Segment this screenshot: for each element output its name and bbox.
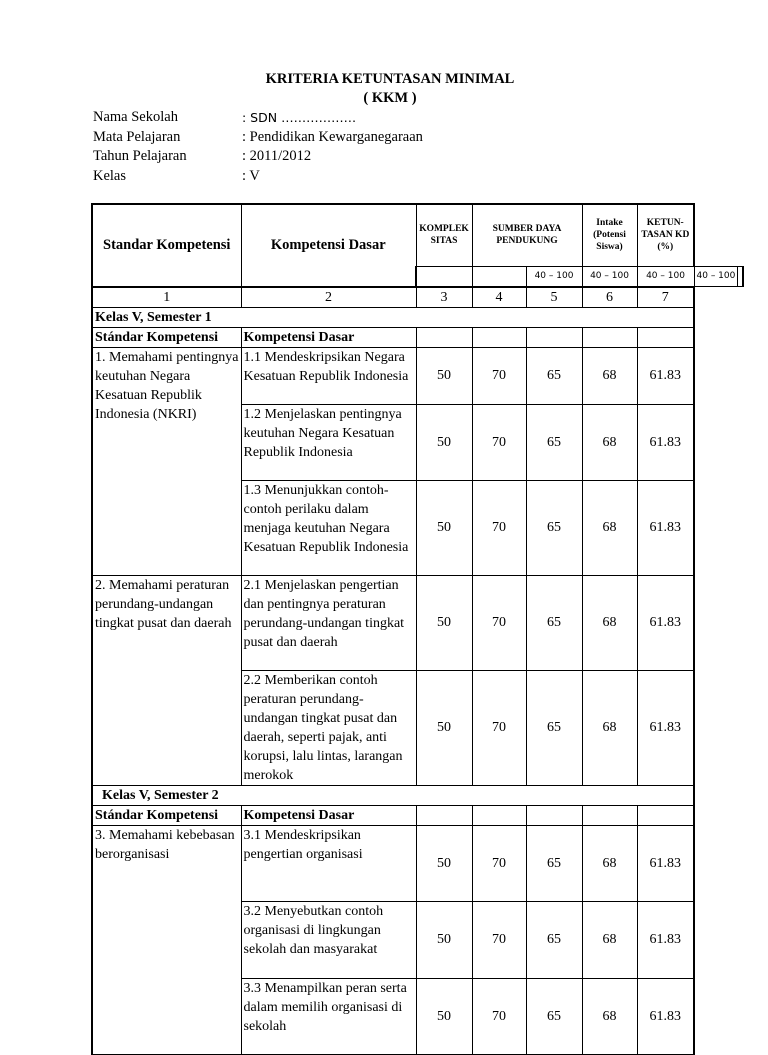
val-ketuntasan: 61.83 [637,480,694,575]
val-intake: 68 [582,901,637,978]
kd-text: 2.1 Menjelaskan pengertian dan pentingnya peraturan perundang-undangan tingkat pusat dan daerah [241,575,416,670]
info-value: : 2011/2012 [242,148,312,164]
info-label: Mata Pelajaran [93,128,181,145]
val-ketuntasan: 61.83 [637,404,694,480]
val-ketuntasan: 61.83 [637,670,694,785]
val-sarana: 65 [526,978,582,1054]
val-kompleksitas: 50 [416,978,472,1054]
info-row-class [93,167,423,187]
val-pendidik: 70 [472,480,526,575]
header-standar-kompetensi: Standar Kompetensi [92,204,241,287]
header-sumber-daya: SUMBER DAYA PENDUKUNG [472,204,582,266]
empty-cell [416,805,472,825]
sk-label: Stándar Kompetensi [92,805,241,825]
col-number: 5 [526,287,582,308]
empty-cell [637,327,694,347]
val-ketuntasan: 61.83 [637,825,694,901]
header-kompleksitas: KOMPLEK SITAS [416,204,472,266]
val-intake: 68 [582,347,637,404]
kd-label: Kompetensi Dasar [241,327,416,347]
col-number: 2 [241,287,416,308]
val-ketuntasan: 61.83 [637,901,694,978]
val-sarana: 65 [526,575,582,670]
sk-label: Stándar Kompetensi [92,327,241,347]
document-subtitle: ( KKM ) [363,90,417,106]
header-intake: Intake (Potensi Siswa) [582,204,637,266]
val-kompleksitas: 50 [416,404,472,480]
kd-label: Kompetensi Dasar [241,805,416,825]
empty-cell [582,327,637,347]
info-row-subject [93,128,423,148]
empty-cell [637,805,694,825]
val-intake: 68 [582,670,637,785]
col-number: 1 [92,287,241,308]
school-info [93,108,423,186]
val-pendidik: 70 [472,901,526,978]
range-blank [738,266,744,287]
val-kompleksitas: 50 [416,480,472,575]
sk-3: 3. Memahami kebebasan berorganisasi [92,825,241,1054]
val-intake: 68 [582,575,637,670]
val-kompleksitas: 50 [416,347,472,404]
info-value: : Pendidikan Kewarganegaraan [242,128,423,145]
val-ketuntasan: 61.83 [637,575,694,670]
header-blank [416,266,472,287]
info-row-year [93,147,423,167]
val-pendidik: 70 [472,404,526,480]
col-number: 6 [582,287,637,308]
header-blank [472,266,526,287]
kd-text: 2.2 Memberikan contoh peraturan perundang-undangan tingkat pusat dan daerah, seperti pajak, anti korupsi, lalu lintas, larangan merokok [241,670,416,785]
info-label: Kelas [93,167,127,184]
info-label: Tahun Pelajaran [93,148,187,164]
val-sarana: 65 [526,825,582,901]
val-intake: 68 [582,825,637,901]
semester-2-heading: Kelas V, Semester 2 [92,785,694,805]
kd-text: 3.2 Menyebutkan contoh organisasi di lingkungan sekolah dan masyarakat [241,901,416,978]
range-sarana: 40 – 100 [637,266,694,287]
val-ketuntasan: 61.83 [637,978,694,1054]
val-kompleksitas: 50 [416,575,472,670]
info-label: Nama Sekolah [93,109,178,125]
val-intake: 68 [582,480,637,575]
empty-cell [582,805,637,825]
empty-cell [526,327,582,347]
info-row-school [93,108,423,128]
val-intake: 68 [582,978,637,1054]
empty-cell [526,805,582,825]
val-sarana: 65 [526,404,582,480]
val-kompleksitas: 50 [416,670,472,785]
col-number: 7 [637,287,694,308]
document-title: KRITERIA KETUNTASAN MINIMAL [265,71,515,87]
val-pendidik: 70 [472,670,526,785]
col-number: 3 [416,287,472,308]
kd-text: 1.2 Menjelaskan pentingnya keutuhan Negara Kesatuan Republik Indonesia [241,404,416,480]
val-pendidik: 70 [472,347,526,404]
info-value: : V [242,167,260,184]
range-intake: 40 – 100 [694,266,738,287]
kd-text: 1.1 Mendeskripsikan Negara Kesatuan Republik Indonesia [241,347,416,404]
sk-1: 1. Memahami pentingnya keutuhan Negara Kesatuan Republik Indonesia (NKRI) [92,347,241,575]
range-kompleksitas: 40 – 100 [526,266,582,287]
kd-text: 3.1 Mendeskripsikan pengertian organisasi [241,825,416,901]
val-intake: 68 [582,404,637,480]
val-pendidik: 70 [472,825,526,901]
semester-1-heading: Kelas V, Semester 1 [92,307,694,327]
kd-text: 1.3 Menunjukkan contoh-contoh perilaku dalam menjaga keutuhan Negara Kesatuan Republik Indonesia [241,480,416,575]
col-number: 4 [472,287,526,308]
sk-2: 2. Memahami peraturan perundang-undangan tingkat pusat dan daerah [92,575,241,785]
empty-cell [416,327,472,347]
val-kompleksitas: 50 [416,901,472,978]
val-sarana: 65 [526,347,582,404]
val-sarana: 65 [526,480,582,575]
empty-cell [472,805,526,825]
kd-text: 3.3 Menampilkan peran serta dalam memilih organisasi di sekolah [241,978,416,1054]
kkm-table [91,203,744,1055]
val-pendidik: 70 [472,978,526,1054]
header-ketuntasan: KETUN-TASAN KD (%) [637,204,694,266]
val-sarana: 65 [526,670,582,785]
val-kompleksitas: 50 [416,825,472,901]
val-pendidik: 70 [472,575,526,670]
val-ketuntasan: 61.83 [637,347,694,404]
empty-cell [472,327,526,347]
info-value: : SDN ……………… [242,110,357,125]
val-sarana: 65 [526,901,582,978]
range-pendidik: 40 – 100 [582,266,637,287]
header-kompetensi-dasar: Kompetensi Dasar [241,204,416,287]
